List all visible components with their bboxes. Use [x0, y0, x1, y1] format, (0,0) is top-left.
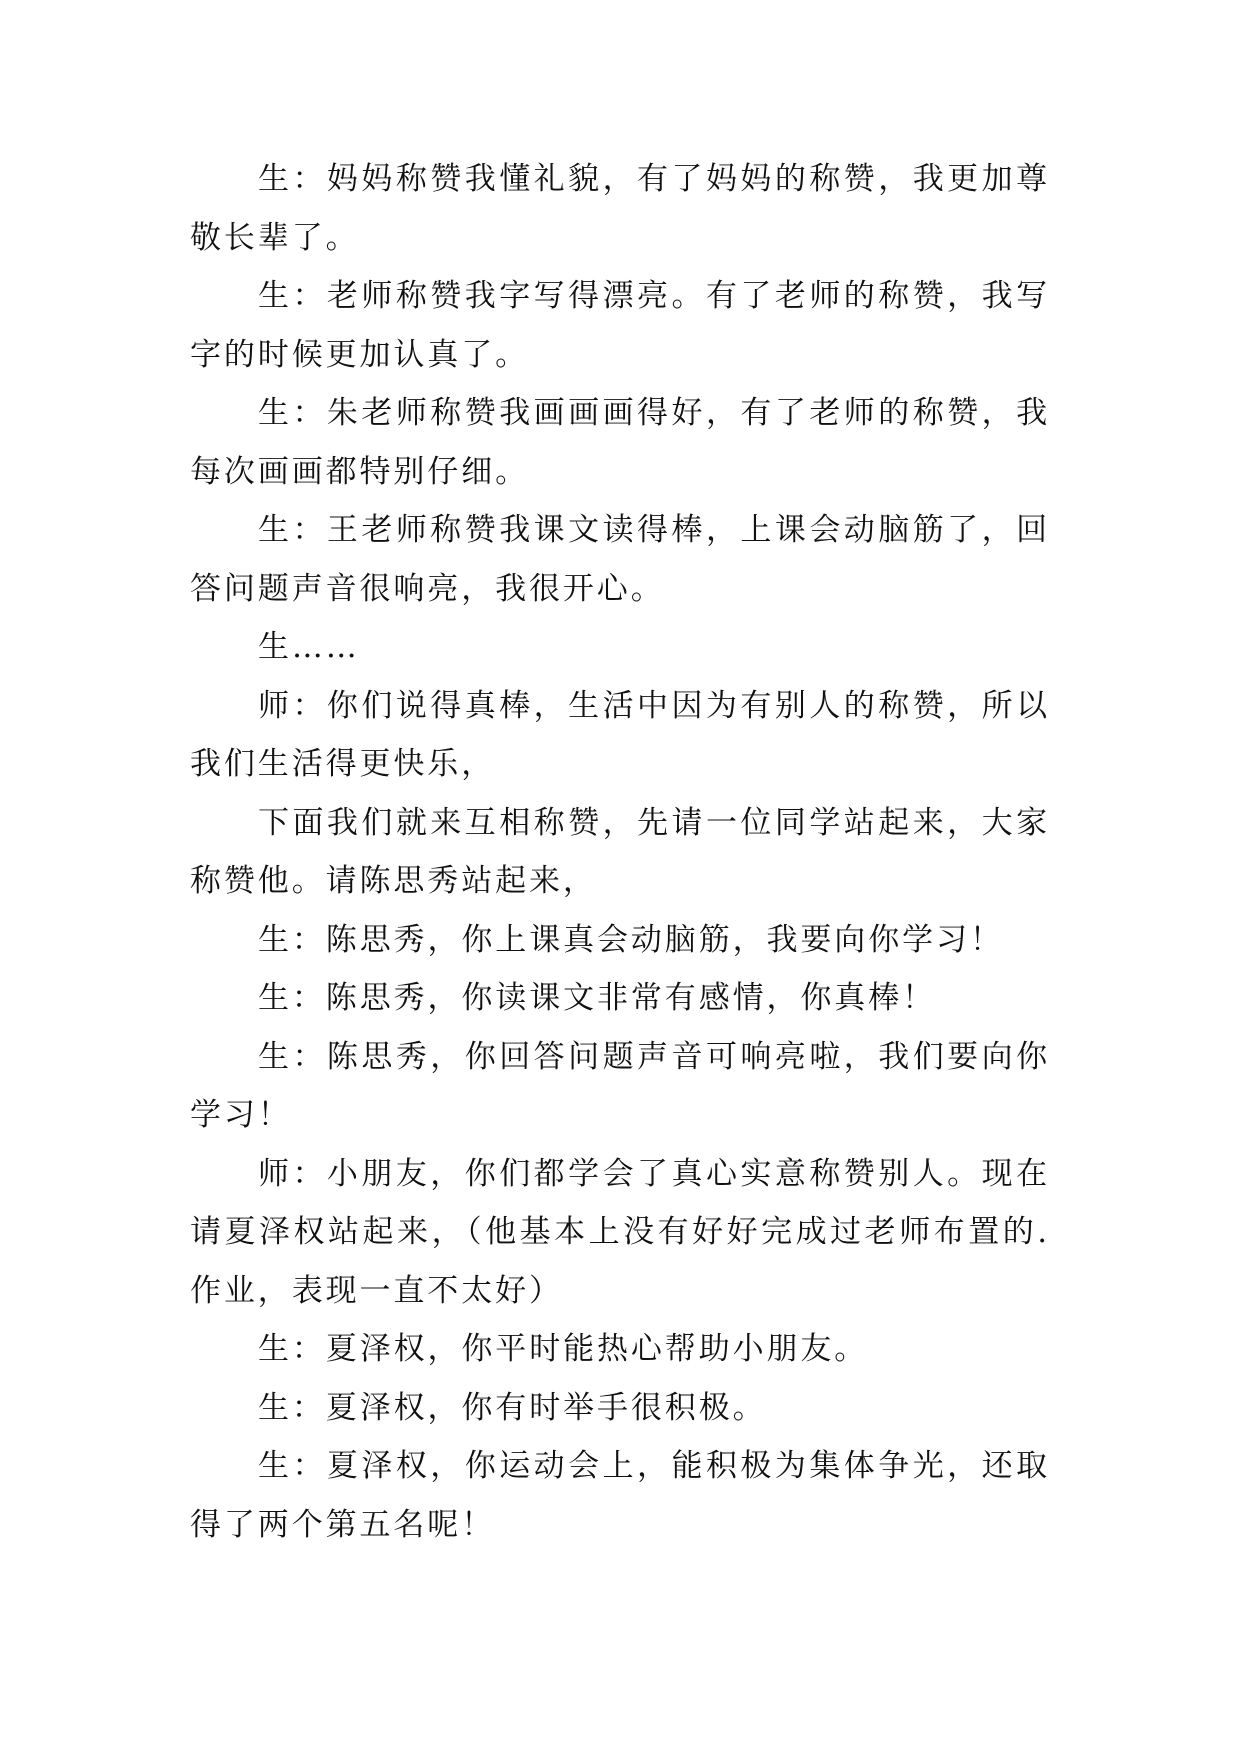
paragraph-2: 生：老师称赞我字写得漂亮。有了老师的称赞，我写字的时候更加认真了。	[190, 278, 1050, 373]
paragraph-6: 师：你们说得真棒，生活中因为有别人的称赞，所以我们生活得更快乐，	[190, 687, 1050, 782]
paragraph-8: 生：陈思秀，你上课真会动脑筋，我要向你学习！	[258, 921, 1004, 958]
paragraph-14: 生：夏泽权，你运动会上，能积极为集体争光，还取得了两个第五名呢！	[190, 1448, 1050, 1543]
paragraph-10: 生：陈思秀，你回答问题声音可响亮啦，我们要向你学习！	[190, 1038, 1050, 1133]
paragraph-5: 生……	[258, 629, 360, 665]
paragraph-13: 生：夏泽权，你有时举手很积极。	[258, 1389, 767, 1426]
paragraph-12: 生：夏泽权，你平时能热心帮助小朋友。	[258, 1331, 869, 1367]
paragraph-1: 生：妈妈称赞我懂礼貌，有了妈妈的称赞，我更加尊敬长辈了。	[190, 161, 1050, 256]
document-body	[190, 150, 1050, 1554]
paragraph-4: 生：王老师称赞我课文读得棒，上课会动脑筋了，回答问题声音很响亮，我很开心。	[190, 512, 1050, 607]
paragraph-11: 师：小朋友，你们都学会了真心实意称赞别人。现在请夏泽权站起来，（他基本上没有好好完成过老师布置的.作业，表现一直不太好）	[190, 1155, 1050, 1309]
paragraph-3: 生：朱老师称赞我画画画得好，有了老师的称赞，我每次画画都特别仔细。	[190, 395, 1050, 490]
paragraph-7: 下面我们就来互相称赞，先请一位同学站起来，大家称赞他。请陈思秀站起来，	[190, 804, 1050, 899]
paragraph-9: 生：陈思秀，你读课文非常有感情，你真棒！	[258, 980, 936, 1016]
